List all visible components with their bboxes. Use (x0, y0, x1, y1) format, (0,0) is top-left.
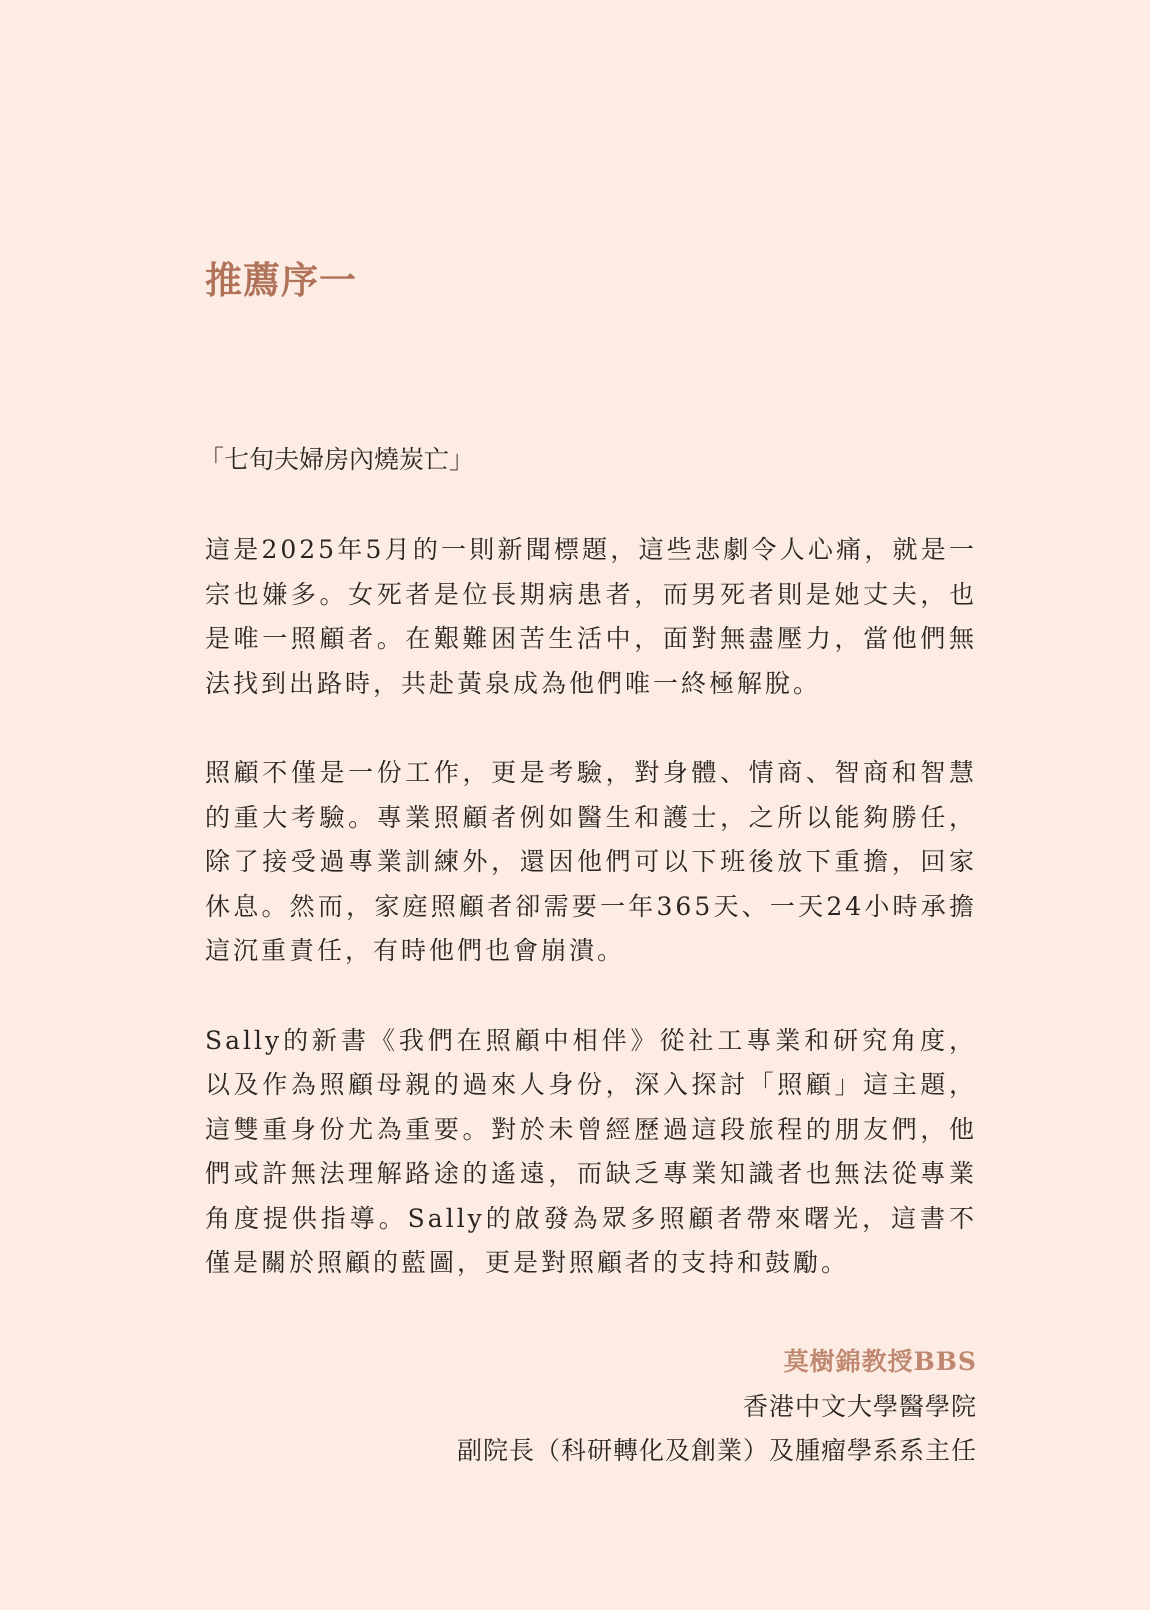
paragraph-2: 照顧不僅是一份工作，更是考驗，對身體、情商、智商和智慧的重大考驗。專業照顧者例如醫生和護士，之所以能夠勝任，除了接受過專業訓練外，還因他們可以下班後放下重擔，回家休息。然而，家庭照顧者卻需要一年365天、一天24小時承擔這沉重責任，有時他們也會崩潰。 (205, 758, 977, 965)
paragraph-1: 這是2025年5月的一則新聞標題，這些悲劇令人心痛，就是一宗也嫌多。女死者是位長期病患者，而男死者則是她丈夫，也是唯一照顧者。在艱難困苦生活中，面對無盡壓力，當他們無法找到出路時，共赴黃泉成為他們唯一終極解脫。 (205, 535, 977, 698)
paragraph-3: Sally的新書《我們在照顧中相伴》從社工專業和研究角度，以及作為照顧母親的過來人身份，深入探討「照顧」這主題，這雙重身份尤為重要。對於未曾經歷過這段旅程的朋友們，他們或許無法理解路途的遙遠，而缺乏專業知識者也無法從專業角度提供指導。Sally的啟發為眾多照顧者帶來曙光，這書不僅是關於照顧的藍圖，更是對照顧者的支持和鼓勵。 (205, 1025, 977, 1277)
page-title: 推薦序一 (205, 258, 357, 302)
author-affiliation: 香港中文大學醫學院 (742, 1391, 977, 1421)
news-headline-quote: 「七旬夫婦房內燒炭亡」 (199, 445, 475, 474)
signature-block (205, 1340, 977, 1474)
author-position: 副院長（科研轉化及創業）及腫瘤學系系主任 (456, 1436, 977, 1465)
author-name: 莫樹錦教授BBS (783, 1347, 977, 1376)
body-text (205, 528, 977, 1331)
document-page (199, 0, 977, 1610)
